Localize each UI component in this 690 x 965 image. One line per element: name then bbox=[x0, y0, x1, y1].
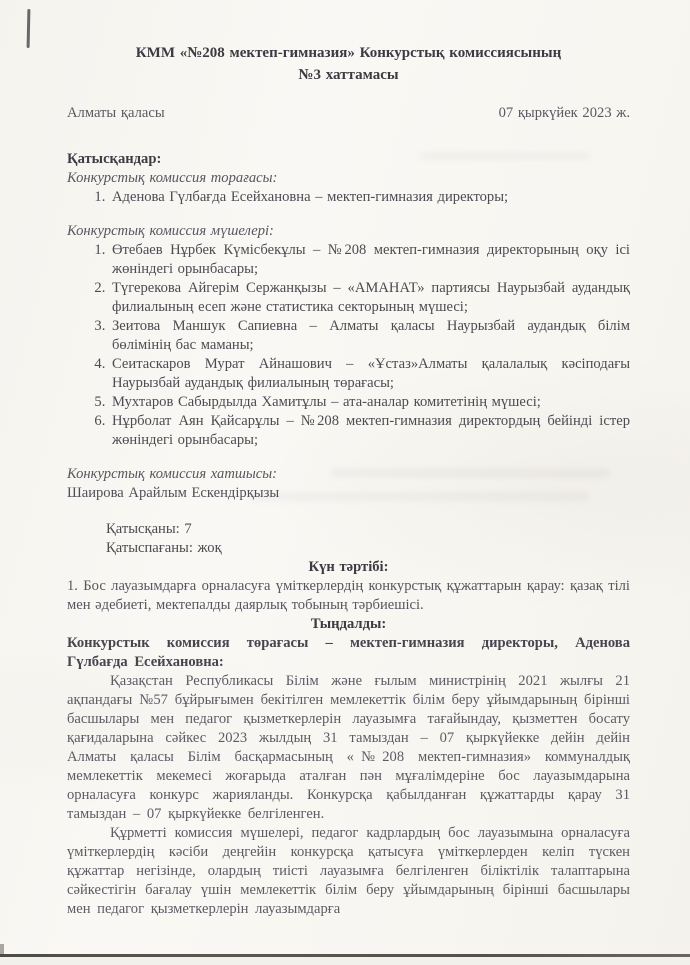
date-label: 07 қыркүйек 2023 ж. bbox=[498, 105, 630, 121]
speaker-line: Конкурстык комиссия төрағасы – мектеп-гимназия директоры, Аденова Гүлбағда Есейхановна: bbox=[67, 635, 630, 670]
secretary-name: Шаирова Арайлым Ескендірқызы bbox=[67, 485, 280, 501]
list-item: 3. Зеитова Маншук Сапиевна – Алматы қаласы Наурызбай аудандық білім бөлімінің бас маманы; bbox=[110, 317, 630, 355]
scan-background-strip bbox=[0, 957, 690, 965]
title-line-1: КММ «№208 мектеп-гимназия» Конкурстық комиссиясының bbox=[135, 45, 562, 61]
meta-row bbox=[67, 104, 630, 123]
list-item: 1. Өтебаев Нұрбек Күмісбекұлы – №208 мектеп-гимназия директорының оқу ісі жөніндегі орынбасары; bbox=[110, 241, 630, 279]
chair-heading: Конкурстық комиссия торағасы: bbox=[67, 170, 278, 186]
body-paragraph-2: Құрметті комиссия мүшелері, педагог кадрлардың бос лауазымына орналасуға үміткерлердің кәсіби деңгейін конкурсқа қатысуға үміткерлерден келіп түскен құжаттар негізінде, олардың тиісті лауазымға белгіленген біліктілік талаптарына сәйкестігін бағалау үшін мемлекеттік білім беру ұйымдарының бірінші басшылары мен педагог қызметкерлерін лауазымдарға bbox=[67, 825, 630, 917]
list-item: 4. Сеитаскаров Мурат Айнашович – «Ұстаз»Алматы қалалалық кәсіподағы Наурызбай аудандық филиалының төрағасы; bbox=[110, 355, 630, 393]
agenda-heading: Күн тәртібі: bbox=[308, 559, 389, 575]
list-item: 2. Түгерекова Айгерім Сержанқызы – «АМАНАТ» партиясы Наурызбай аудандық филиалының есеп және статистика секторының мүшесі; bbox=[110, 279, 630, 317]
absent-count: Қатыспағаны: жоқ bbox=[106, 540, 222, 556]
attended-count: Қатысқаны: 7 bbox=[106, 521, 192, 537]
secretary-heading: Конкурстық комиссия хатшысы: bbox=[67, 466, 278, 482]
attendance-block bbox=[106, 520, 630, 558]
members-list bbox=[67, 241, 630, 450]
list-item: 1. Аденова Гүлбағда Есейхановна – мектеп-гимназия директоры; bbox=[110, 188, 630, 207]
document-title bbox=[67, 42, 630, 86]
list-item: 6. Нұрболат Аян Қайсарұлы – №208 мектеп-гимназия директордың бейінді істер жөніндегі орынбасары; bbox=[110, 412, 630, 450]
city-label: Алматы қаласы bbox=[67, 105, 165, 121]
heard-heading: Тыңдалды: bbox=[310, 616, 387, 632]
document-content bbox=[67, 42, 630, 919]
body-paragraph-1: Қазақстан Республикасы Білім және ғылым министрінің 2021 жылғы 21 ақпандағы №57 бұйрығымен бекітілген мемлекеттік білім беру ұйымдарының бірінші басшылары мен педагог қызметкерлерін лауазымға тағайындау, қызметтен босату қағидаларына сәйкес 2023 жылдың 31 тамыздан – 07 қыркүйекке дейін дейін Алматы қаласы Білім басқармасының «№208 мектеп-гимназия» коммуналдық мемлекеттік мекемесі жоғарыда аталған пән мұғалімдеріне бос лауазымдарына орналасуға конкурс жарияланды. Конкурсқа қабылданған құжаттарды қарау 31 тамыздан – 07 қыркүйекке белгіленген. bbox=[67, 673, 630, 822]
list-item: 5. Мухтаров Сабырдылда Хамитұлы – ата-аналар комитетінің мүшесі; bbox=[110, 393, 630, 412]
protocol-number: №3 хаттамасы bbox=[298, 67, 399, 83]
staple-fold-mark bbox=[27, 9, 31, 48]
participants-heading: Қатысқандар: bbox=[67, 151, 162, 167]
members-heading: Конкурстық комиссия мүшелері: bbox=[67, 223, 274, 239]
agenda-item: 1. Бос лауазымдарға орналасуға үміткерлердің конкурстық құжаттарын қарау: қазақ тілі мен әдебиеті, мектепалды даярлық тобының тәрбиешісі. bbox=[67, 578, 630, 613]
chair-list bbox=[67, 188, 630, 207]
